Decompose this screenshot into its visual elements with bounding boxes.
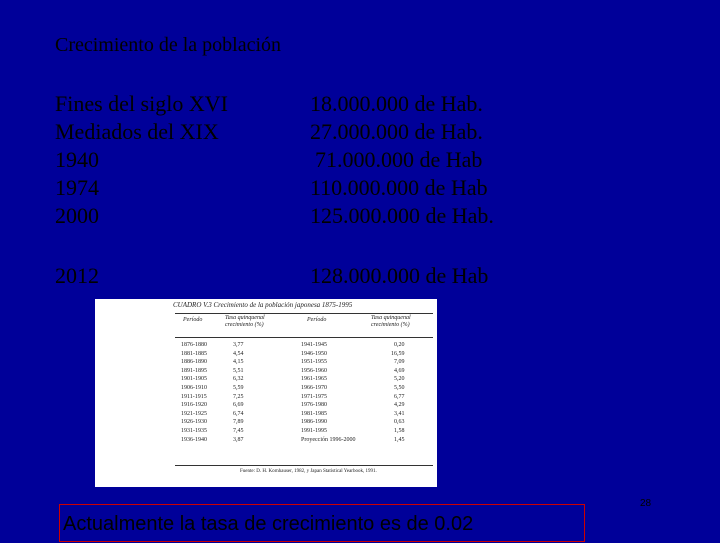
table-cell: 1916-1920 bbox=[181, 402, 207, 409]
column-rates bbox=[391, 341, 405, 444]
column-header: Período bbox=[183, 317, 203, 323]
population-value: 110.000.000 de Hab bbox=[310, 175, 488, 200]
table-cell: 1886-1890 bbox=[181, 359, 207, 366]
population-row bbox=[55, 90, 483, 118]
period-label: 2012 bbox=[55, 263, 99, 288]
table-cell: 1,58 bbox=[394, 427, 405, 434]
table-cell: 5,50 bbox=[394, 384, 405, 391]
population-row bbox=[55, 118, 483, 146]
population-row bbox=[55, 262, 489, 290]
column-periods bbox=[301, 341, 356, 444]
table-cell: 1936-1940 bbox=[181, 436, 207, 443]
table-cell: 6,74 bbox=[233, 410, 244, 417]
column-header: Período bbox=[307, 317, 327, 323]
period-label: 2000 bbox=[55, 203, 99, 228]
table-cell: 7,25 bbox=[233, 393, 244, 400]
table-cell: 1891-1895 bbox=[181, 367, 207, 374]
growth-rate-note: Actualmente la tasa de crecimiento es de 0.02 bbox=[59, 504, 585, 542]
table-cell: 6,77 bbox=[394, 393, 405, 400]
table-cell: 1981-1985 bbox=[301, 410, 327, 417]
table-cell: 0,63 bbox=[394, 419, 405, 426]
period-label: 1940 bbox=[55, 147, 99, 172]
population-value: 27.000.000 de Hab. bbox=[310, 119, 483, 144]
table-caption: CUADRO V.3 Crecimiento de la población japonesa 1875-1995 bbox=[173, 301, 353, 309]
table-cell: 7,09 bbox=[394, 359, 405, 366]
table-cell: 7,89 bbox=[233, 419, 244, 426]
table-cell: 1966-1970 bbox=[301, 384, 327, 391]
population-value: 18.000.000 de Hab. bbox=[310, 91, 483, 116]
table-cell: 1931-1935 bbox=[181, 427, 207, 434]
table-cell: 5,20 bbox=[394, 376, 405, 383]
period-label: 1974 bbox=[55, 175, 99, 200]
table-cell: 4,15 bbox=[233, 359, 244, 366]
table-cell: 3,77 bbox=[233, 342, 244, 348]
period-label: Mediados del XIX bbox=[55, 119, 219, 144]
table-cell: 1971-1975 bbox=[301, 393, 327, 400]
table-cell: 1946-1950 bbox=[301, 350, 327, 357]
table-cell: Proyección 1996-2000 bbox=[301, 436, 356, 443]
population-value: 128.000.000 de Hab bbox=[310, 263, 489, 288]
scanned-table-image bbox=[95, 299, 437, 487]
table-cell: 1906-1910 bbox=[181, 384, 207, 391]
table-cell: 1911-1915 bbox=[181, 393, 207, 400]
population-value: 71.000.000 de Hab bbox=[315, 147, 483, 172]
table-cell: 4,29 bbox=[394, 402, 405, 409]
period-label: Fines del siglo XVI bbox=[55, 91, 228, 116]
population-row bbox=[55, 174, 488, 202]
table-cell: 5,51 bbox=[233, 367, 244, 374]
table-cell: 1,45 bbox=[394, 436, 405, 443]
table-cell: 1951-1955 bbox=[301, 359, 327, 366]
table-rule bbox=[175, 313, 433, 314]
population-row bbox=[55, 202, 494, 230]
table-cell: 3,87 bbox=[233, 436, 244, 443]
table-cell: 1976-1980 bbox=[301, 402, 327, 409]
table-cell: 4,69 bbox=[394, 367, 405, 374]
table-rule bbox=[175, 337, 433, 338]
table-cell: 7,45 bbox=[233, 427, 244, 434]
table-cell: 1986-1990 bbox=[301, 419, 327, 426]
table-cell: 1956-1960 bbox=[301, 367, 327, 374]
table-cell: 1961-1965 bbox=[301, 376, 327, 383]
table-cell: 3,41 bbox=[394, 410, 405, 417]
table-cell: 1941-1945 bbox=[301, 342, 327, 348]
table-cell: 1926-1930 bbox=[181, 419, 207, 426]
column-rates bbox=[233, 341, 244, 444]
table-cell: 4,54 bbox=[233, 350, 244, 357]
table-cell: 0,20 bbox=[394, 342, 405, 348]
table-cell: 1921-1925 bbox=[181, 410, 207, 417]
population-row bbox=[55, 146, 483, 174]
column-periods bbox=[181, 341, 207, 444]
column-header: Tasa quinquenal crecimiento (%) bbox=[225, 315, 265, 328]
population-value: 125.000.000 de Hab. bbox=[310, 203, 494, 228]
table-cell: 1901-1905 bbox=[181, 376, 207, 383]
table-cell: 1991-1995 bbox=[301, 427, 327, 434]
table-rule bbox=[175, 465, 433, 466]
table-cell: 6,69 bbox=[233, 402, 244, 409]
table-cell: 16,59 bbox=[391, 350, 405, 357]
table-cell: 5,59 bbox=[233, 384, 244, 391]
slide-number: 28 bbox=[640, 498, 652, 509]
table-cell: 6,32 bbox=[233, 376, 244, 383]
slide-title: Crecimiento de la población bbox=[55, 34, 282, 56]
table-cell: 1881-1885 bbox=[181, 350, 207, 357]
table-cell: 1876-1880 bbox=[181, 342, 207, 348]
column-header: Tasa quinquenal crecimiento (%) bbox=[371, 315, 411, 328]
table-source: Fuente: D. H. Kornhauser, 1982, y Japan Statistical Yearbook, 1991. bbox=[240, 469, 377, 474]
